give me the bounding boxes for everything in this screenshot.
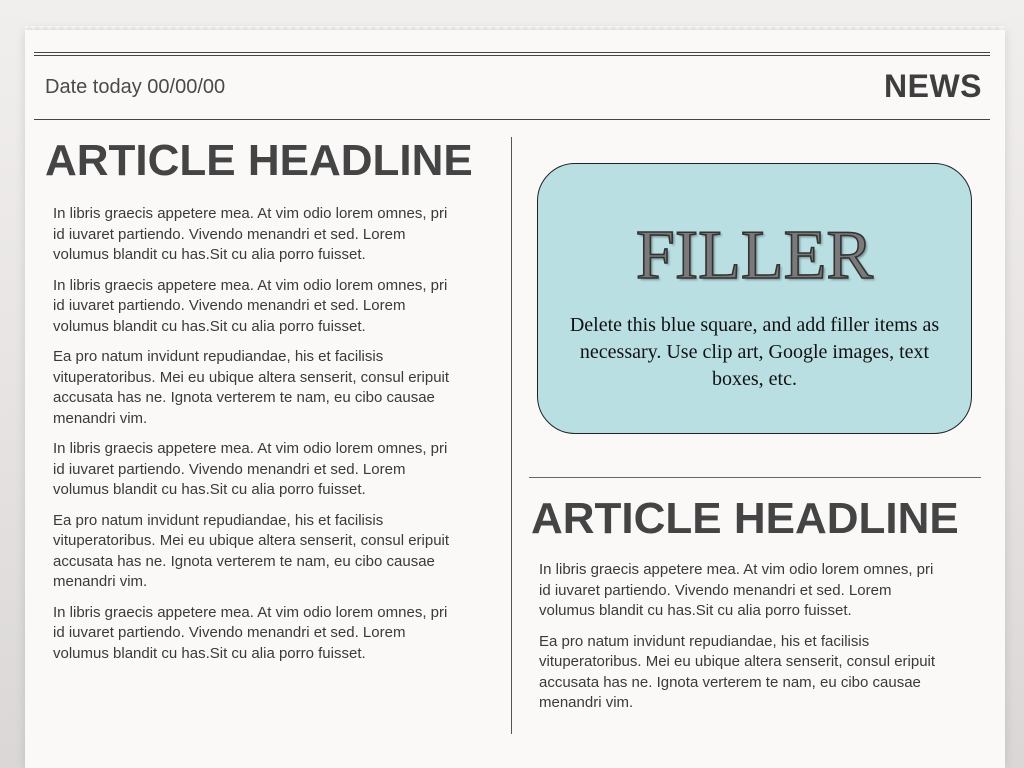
masthead-bottom-rule xyxy=(34,119,990,120)
filler-placeholder-box[interactable] xyxy=(537,163,972,434)
column-divider xyxy=(511,137,512,734)
left-article-body xyxy=(53,204,458,674)
left-article-paragraph: In libris graecis appetere mea. At vim odio lorem omnes, pri id iuvaret partiendo. Vivendo menandri et sed. Lorem volumus blandit cu has.Sit cu alia porro fuisset. xyxy=(53,276,448,335)
left-article-paragraph: In libris graecis appetere mea. At vim odio lorem omnes, pri id iuvaret partiendo. Vivendo menandri et sed. Lorem volumus blandit cu has.Sit cu alia porro fuisset. xyxy=(53,440,448,498)
filler-description: Delete this blue square, and add filler items as necessary. Use clip art, Google images, text boxes, etc. xyxy=(569,314,940,390)
left-article-paragraph: In libris graecis appetere mea. At vim odio lorem omnes, pri id iuvaret partiendo. Vivendo menandri et sed. Lorem volumus blandit cu has.Sit cu alia porro fuisset. xyxy=(53,603,448,662)
left-article-paragraph: In libris graecis appetere mea. At vim odio lorem omnes, pri id iuvaret partiendo. Vivendo menandri et sed. Lorem volumus blandit cu has.Sit cu alia porro fuisset. xyxy=(53,205,448,263)
masthead-title: NEWS xyxy=(884,68,982,104)
right-article-paragraph: In libris graecis appetere mea. At vim odio lorem omnes, pri id iuvaret partiendo. Vivendo menandri et sed. Lorem volumus blandit cu has.Sit cu alia porro fuisset. xyxy=(539,561,934,619)
masthead-top-rule xyxy=(34,52,990,53)
right-article-paragraph: Ea pro natum invidunt repudiandae, his et facilisis vituperatoribus. Mei eu ubique altera senserit, consul eripuit accusata has ne. Ignota verterem te nam, eu cibo causae menandri vim. xyxy=(539,632,936,711)
right-article-body xyxy=(539,560,944,724)
right-column-divider-rule xyxy=(529,477,981,478)
left-article-paragraph: Ea pro natum invidunt repudiandae, his et facilisis vituperatoribus. Mei eu ubique altera senserit, consul eripuit accusata has ne. Ignota verterem te nam, eu cibo causae menandri vim. xyxy=(53,511,450,590)
left-article-paragraph: Ea pro natum invidunt repudiandae, his et facilisis vituperatoribus. Mei eu ubique altera senserit, consul eripuit accusata has ne. Ignota verterem te nam, eu cibo causae menandri vim. xyxy=(53,348,450,427)
filler-title: FILLER xyxy=(635,217,874,294)
left-article-headline: ARTICLE HEADLINE xyxy=(45,136,473,185)
masthead-top-rule-secondary xyxy=(34,55,990,56)
right-article-headline: ARTICLE HEADLINE xyxy=(531,494,959,543)
masthead-date: Date today 00/00/00 xyxy=(45,76,226,98)
